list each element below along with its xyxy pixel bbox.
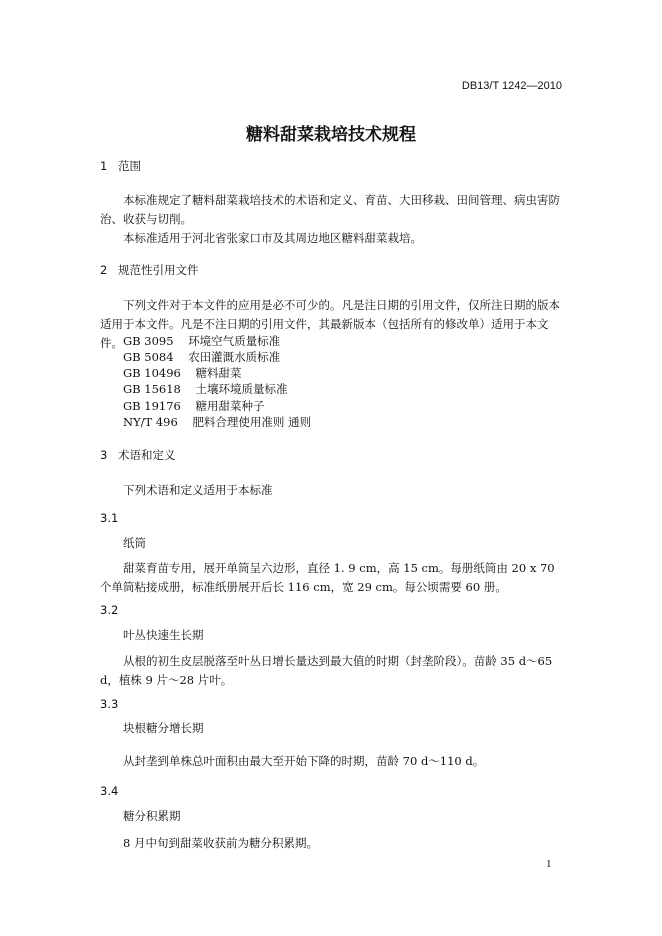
reference-code: GB 15618 <box>123 382 181 396</box>
section-number: 3 <box>100 448 108 462</box>
reference-item <box>123 414 311 430</box>
term-name: 块根糖分增长期 <box>123 721 204 735</box>
document-title: 糖料甜菜栽培技术规程 <box>246 125 416 145</box>
term-name: 糖分积累期 <box>123 809 181 823</box>
reference-name: 肥料合理使用准则 通则 <box>192 415 312 429</box>
section-title: 规范性引用文件 <box>118 263 199 277</box>
references-intro-paragraph: 下列文件对于本文件的应用是必不可少的。凡是注日期的引用文件，仅所注日期的版本适用于本文件。凡是不注日期的引用文件，其最新版本（包括所有的修改单）适用于本文件。 <box>100 298 560 350</box>
reference-item <box>123 398 265 414</box>
section-number: 1 <box>100 159 108 173</box>
reference-code: GB 3095 <box>123 334 174 348</box>
reference-name: 土壤环境质量标准 <box>195 382 288 396</box>
section-heading-3 <box>100 447 176 463</box>
reference-item <box>123 365 242 381</box>
section-heading-1 <box>100 158 141 174</box>
reference-item <box>123 333 280 349</box>
reference-code: GB 10496 <box>123 366 181 380</box>
term-definition: 从根的初生皮层脱落至叶丛日增长量达到最大值的时期（封垄阶段）。苗龄 35 d～65 d，植株 9 片～28 片叶。 <box>100 654 553 687</box>
reference-code: GB 19176 <box>123 399 181 413</box>
term-definition: 8 月中旬到甜菜收获前为糖分积累期。 <box>123 836 318 850</box>
term-number: 3.4 <box>100 784 119 798</box>
term-number: 3.3 <box>100 697 119 711</box>
section-title: 术语和定义 <box>118 448 176 462</box>
term-number: 3.2 <box>100 603 119 617</box>
term-definition: 从封垄到单株总叶面积由最大至开始下降的时期，苗龄 70 d～110 d。 <box>123 754 485 768</box>
scope-paragraph: 本标准规定了糖料甜菜栽培技术的术语和定义、育苗、大田移栽、田间管理、病虫害防治、收获与切削。 <box>100 193 560 226</box>
document-number: DB13/T 1242—2010 <box>461 80 562 92</box>
scope-applicability-paragraph: 本标准适用于河北省张家口市及其周边地区糖料甜菜栽培。 <box>123 231 422 245</box>
reference-code: GB 5084 <box>123 350 174 364</box>
reference-name: 糖料甜菜 <box>195 366 242 380</box>
reference-name: 环境空气质量标准 <box>188 334 281 348</box>
term-name: 纸筒 <box>123 536 146 550</box>
reference-item <box>123 349 280 365</box>
page-number: 1 <box>546 858 552 870</box>
reference-name: 农田灌溉水质标准 <box>188 350 281 364</box>
section-heading-2 <box>100 262 199 278</box>
term-number: 3.1 <box>100 511 119 525</box>
term-definition: 甜菜育苗专用，展开单筒呈六边形，直径 1. 9 cm，高 15 cm。每册纸筒由 20 x 70 个单筒粘接成册，标准纸册展开后长 116 cm，宽 29 cm。每公顷需要 60 册。 <box>100 561 555 594</box>
reference-name: 糖用甜菜种子 <box>195 399 265 413</box>
term-name: 叶丛快速生长期 <box>123 628 204 642</box>
section-title: 范围 <box>118 159 141 173</box>
terms-intro-paragraph: 下列术语和定义适用于本标准 <box>123 483 273 497</box>
reference-code: NY/T 496 <box>123 415 178 429</box>
section-number: 2 <box>100 263 108 277</box>
reference-item <box>123 381 288 397</box>
